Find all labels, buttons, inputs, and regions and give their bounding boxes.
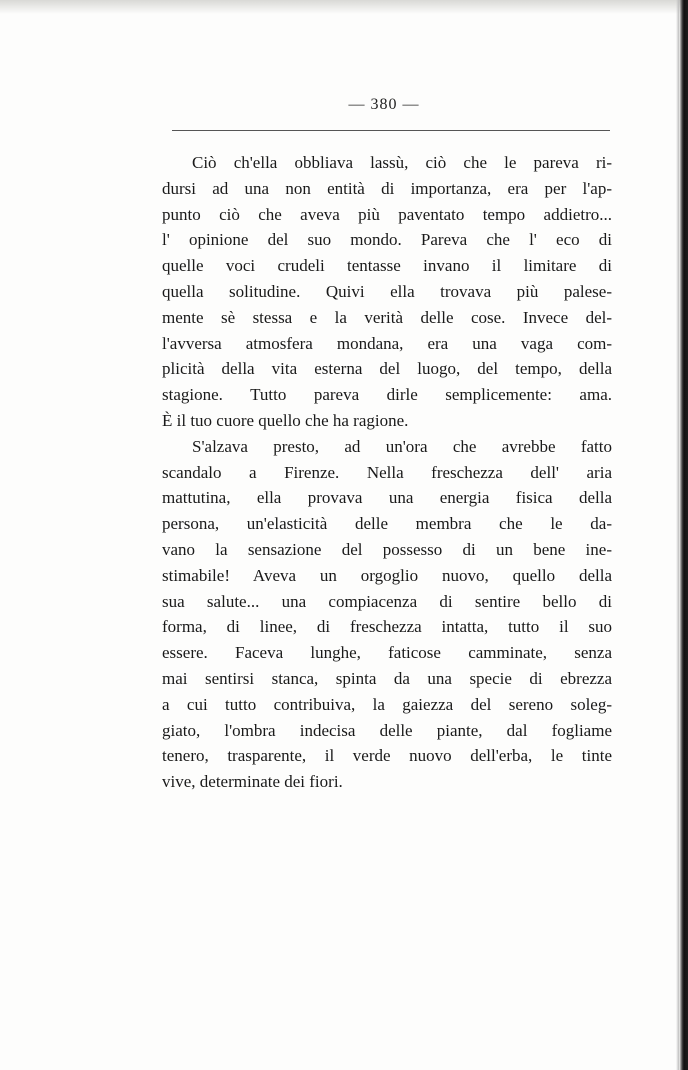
paragraph-2 — [162, 434, 612, 795]
scan-top-edge — [0, 0, 688, 14]
text-line: tenero, trasparente, il verde nuovo dell'erba, le tinte — [162, 746, 612, 766]
text-line: mente sè stessa e la verità delle cose. Invece del- — [162, 307, 612, 327]
text-line: S'alzava presto, ad un'ora che avrebbe fatto — [192, 436, 612, 456]
text-line: persona, un'elasticità delle membra che le da- — [162, 514, 612, 534]
text-line: vive, determinate dei fiori. — [162, 772, 343, 792]
text-line: vano la sensazione del possesso di un bene ine- — [162, 539, 612, 559]
text-line: scandalo a Firenze. Nella freschezza dell' aria — [162, 462, 612, 482]
text-line: giato, l'ombra indecisa delle piante, dal fogliame — [162, 720, 612, 740]
text-line: quelle voci crudeli tentasse invano il limitare di — [162, 256, 612, 276]
text-line: mai sentirsi stanca, spinta da una specie di ebrezza — [162, 668, 612, 688]
scan-right-edge — [679, 0, 688, 1070]
text-line: dursi ad una non entità di importanza, era per l'ap- — [162, 178, 612, 198]
text-line: a cui tutto contribuiva, la gaiezza del sereno soleg- — [162, 694, 612, 714]
text-line: plicità della vita esterna del luogo, del tempo, della — [162, 359, 612, 379]
text-line: È il tuo cuore quello che ha ragione. — [162, 410, 409, 430]
text-line: essere. Faceva lunghe, faticose camminate, senza — [162, 643, 612, 663]
text-line: l' opinione del suo mondo. Pareva che l' eco di — [162, 230, 612, 250]
text-line: forma, di linee, di freschezza intatta, tutto il suo — [162, 617, 612, 637]
body-text — [162, 150, 612, 795]
page-number: — 380 — — [348, 96, 420, 113]
header-rule — [172, 130, 610, 131]
text-line: stagione. Tutto pareva dirle semplicemente: ama. — [162, 385, 612, 405]
text-line: l'avversa atmosfera mondana, era una vaga com- — [162, 333, 612, 353]
text-line: Ciò ch'ella obbliava lassù, ciò che le pareva ri- — [192, 153, 612, 172]
text-line: sua salute... una compiacenza di sentire bello di — [162, 591, 612, 611]
text-line: mattutina, ella provava una energia fisica della — [162, 488, 612, 508]
text-line: punto ciò che aveva più paventato tempo addietro... — [162, 204, 612, 224]
text-line: stimabile! Aveva un orgoglio nuovo, quello della — [162, 565, 612, 585]
text-line: quella solitudine. Quivi ella trovava più palese- — [162, 281, 612, 301]
paragraph-1 — [162, 150, 612, 434]
